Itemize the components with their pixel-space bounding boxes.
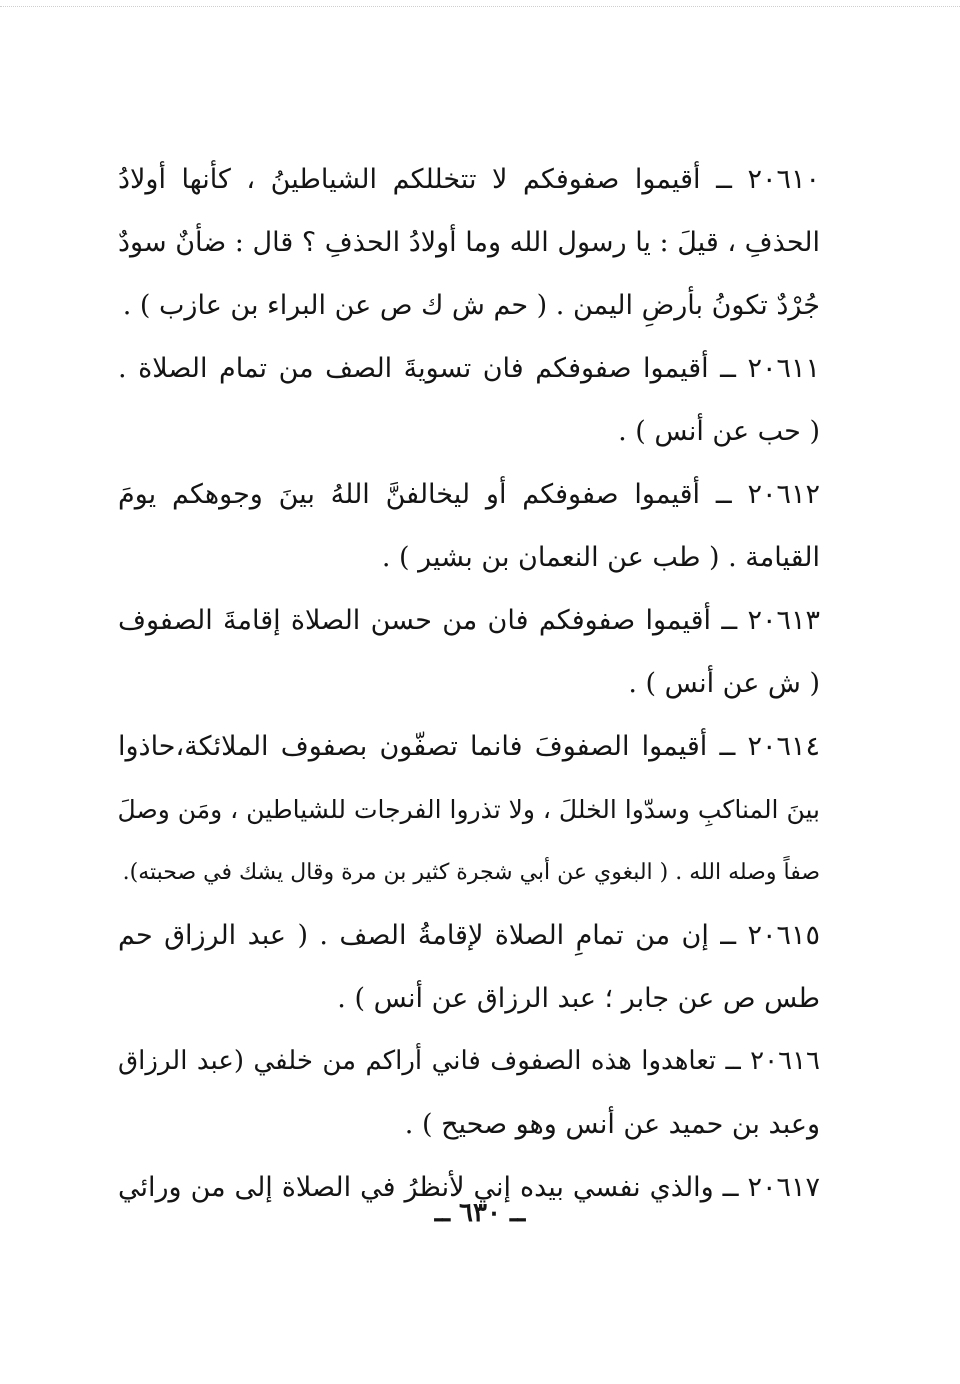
text-line: بينَ المناكبِ وسدّوا الخللَ ، ولا تذروا الفرجات للشياطين ، ومَن وصلَ	[118, 795, 820, 824]
hadith-text-block	[118, 148, 820, 1219]
text-line: ٢٠٦١٥ ــ إن من تمامِ الصلاة لإقامةُ الصف . ( عبد الرزاق حم	[118, 920, 820, 951]
text-line: ( ش عن أنس ) .	[628, 668, 820, 699]
text-line: الحذفِ ، قيلَ : يا رسول الله وما أولادُ الحذفِ ؟ قال : ضأنٌ سودٌ	[118, 227, 820, 258]
hadith-20615	[118, 904, 820, 1030]
text-line: ٢٠٦١٢ ــ أقيموا صفوفكم أو ليخالفنَّ اللهُ بينَ وجوهكم يومَ	[118, 479, 820, 510]
hadith-20613	[118, 589, 820, 715]
hadith-20612	[118, 463, 820, 589]
text-line: ٢٠٦١٠ ــ أقيموا صفوفكم لا تتخللكم الشياطينُ ، كأنها أولادُ	[118, 164, 820, 195]
page-number: ــ ٦٣٠ ــ	[434, 1198, 526, 1228]
text-line: صفاً وصله الله . ( البغوي عن أبي شجرة كثير بن مرة وقال يشك في صحبته).	[122, 860, 820, 885]
text-line: ٢٠٦١٧ ــ والذي نفسي بيده إني لأنظرُ في الصلاة إلى من ورائي	[118, 1172, 820, 1203]
text-line: طس ص عن جابر ؛ عبد الرزاق عن أنس ) .	[337, 983, 820, 1014]
text-line: القيامة . ( طب عن النعمان بن بشير ) .	[381, 542, 820, 573]
text-line: ٢٠٦١١ ــ أقيموا صفوفكم فان تسويةَ الصف من تمام الصلاة .	[118, 353, 820, 384]
hadith-20611	[118, 337, 820, 463]
text-line: ٢٠٦١٣ ــ أقيموا صفوفكم فان من حسن الصلاة إقامةَ الصفوف	[118, 605, 820, 636]
hadith-20616	[118, 1030, 820, 1156]
text-line: ٢٠٦١٦ ــ تعاهدوا هذه الصفوف فاني أراكم من خلفي (عبد الرزاق	[118, 1046, 820, 1076]
hadith-20614	[118, 715, 820, 904]
text-line: جُرْدٌ تكونُ بأرضِ اليمن . ( حم ش ك ص عن البراء بن عازب ) .	[122, 290, 820, 321]
text-line: وعبد بن حميد عن أنس وهو صحيح ) .	[404, 1109, 820, 1140]
text-line: ( حب عن أنس ) .	[618, 416, 820, 447]
page-top-edge	[0, 6, 960, 7]
hadith-20610	[118, 148, 820, 337]
text-line: ٢٠٦١٤ ــ أقيموا الصفوفَ فانما تصفّون بصفوف الملائكة،حاذوا	[118, 731, 820, 762]
